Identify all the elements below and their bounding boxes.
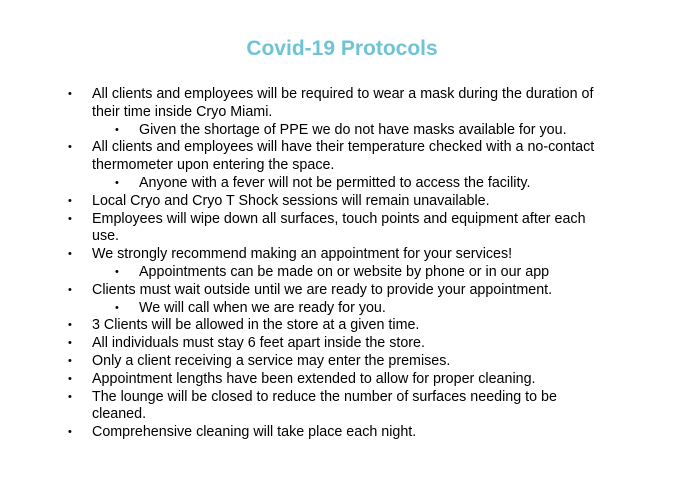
list-item [0,282,612,300]
list-item [0,317,612,335]
list-item [0,139,612,175]
list-item [0,86,612,122]
list-item-text: Appointment lengths have been extended to allow for proper cleaning. [92,370,536,387]
list-item [0,335,612,353]
bullet-icon: • [68,194,72,207]
list-item-text: Comprehensive cleaning will take place each night. [92,424,417,441]
bullet-icon: • [68,283,72,296]
list-item [0,246,612,264]
bullet-icon: • [115,176,119,189]
list-item [0,424,612,442]
bullet-icon: • [115,265,119,278]
list-item-text: Anyone with a fever will not be permitted to access the facility. [139,174,531,191]
bullet-icon: • [68,319,72,332]
bullet-icon: • [68,354,72,367]
list-item-text: We will call when we are ready for you. [139,299,386,316]
list-item [0,371,612,389]
list-item-text: Only a client receiving a service may enter the premises. [92,352,451,369]
bullet-icon: • [68,372,72,385]
list-item-text: All clients and employees will have their temperature checked with a no-contact thermometer upon entering the space. [92,139,595,174]
list-item-text: Local Cryo and Cryo T Shock sessions will remain unavailable. [92,192,490,209]
sub-list-item [0,122,629,140]
document-title: Covid-19 Protocols [246,37,438,60]
bullet-icon: • [68,390,72,403]
list-item [0,211,612,247]
bullet-icon: • [68,88,72,100]
protocol-list [0,86,684,442]
list-item [0,389,612,425]
list-item-text: Clients must wait outside until we are ready to provide your appointment. [92,281,553,298]
list-item [0,353,612,371]
list-item-text: 3 Clients will be allowed in the store at a given time. [92,317,420,334]
bullet-icon: • [68,141,72,154]
list-item-text: We strongly recommend making an appointment for your services! [92,246,513,263]
sub-list-item [0,300,629,318]
bullet-icon: • [115,123,119,136]
list-item-text: Employees will wipe down all surfaces, touch points and equipment after each use. [92,210,586,245]
list-item-text: The lounge will be closed to reduce the number of surfaces needing to be cleaned. [92,388,557,423]
sub-list-item [0,175,629,193]
list-item-text: Appointments can be made on or website by phone or in our app [139,263,550,280]
bullet-icon: • [68,248,72,261]
bullet-icon: • [115,301,119,314]
bullet-icon: • [68,212,72,225]
list-item-text: All individuals must stay 6 feet apart inside the store. [92,335,425,352]
bullet-icon: • [68,337,72,350]
list-item [0,193,612,211]
list-item-text: All clients and employees will be required to wear a mask during the duration of their time inside Cryo Miami. [92,86,594,120]
sub-list-item [0,264,629,282]
bullet-icon: • [68,426,72,439]
list-item-text: Given the shortage of PPE we do not have masks available for you. [139,121,567,138]
